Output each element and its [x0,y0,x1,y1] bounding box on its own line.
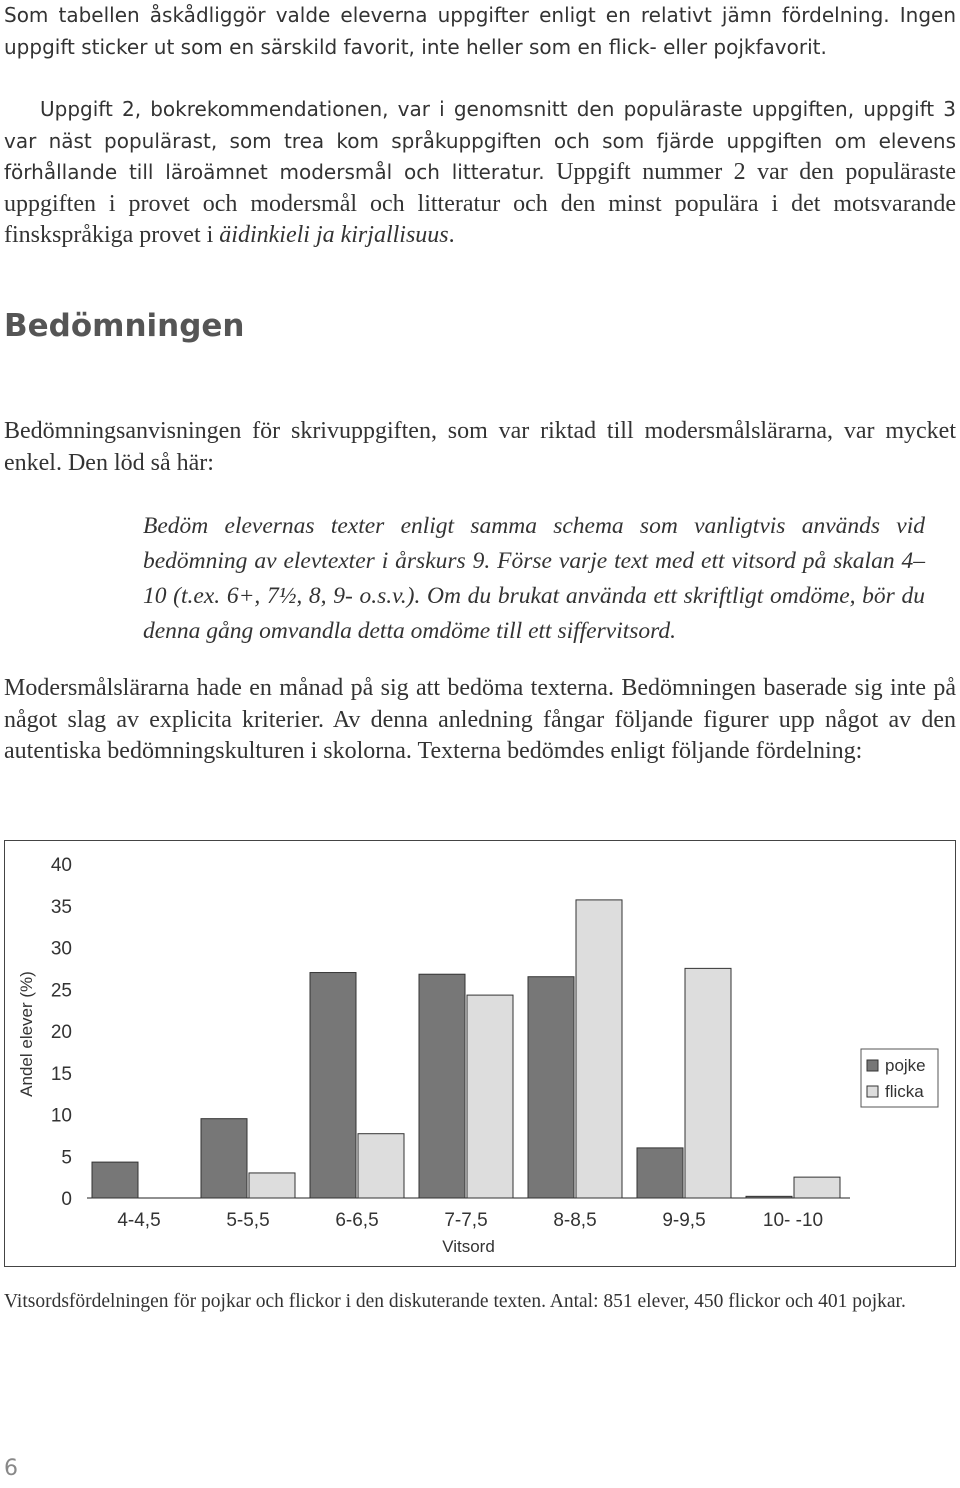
y-tick-label: 30 [50,938,72,960]
grade-distribution-chart [4,840,956,1267]
paragraph-intro [4,0,956,63]
bar-flicka [576,900,622,1198]
paragraph-intro-text: Som tabellen åskådliggör valde eleverna uppgifter enligt en relativt jämn fördelning. Ingen uppgift sticker ut som en särskild favorit, inte heller som en flick- eller pojkfavorit. [4,3,956,59]
bar-pojke [92,1162,138,1198]
bar-pojke [637,1148,683,1198]
legend-label-pojke: pojke [885,1056,926,1075]
bar-pojke [528,977,574,1198]
page-number: 6 [4,1456,18,1481]
bar-flicka [794,1177,840,1198]
y-tick-label: 35 [50,896,72,918]
bar-pojke [201,1119,247,1198]
bar-flicka [358,1134,404,1198]
legend-label-flicka: flicka [885,1082,924,1101]
y-tick-label: 40 [50,855,72,876]
chart-svg [5,841,955,1266]
bar-pojke [746,1196,792,1198]
x-tick-label: 7-7,5 [444,1210,488,1231]
x-tick-label: 10- -10 [762,1210,824,1231]
bar-pojke [419,974,465,1198]
y-tick-label: 20 [50,1022,72,1043]
bar-flicka [249,1173,295,1198]
block-quote-text: Bedöm elevernas texter enligt samma schema som vanligtvis används vid bedömning av elevtexter i årskurs 9. Förse varje text med ett vitsord på skalan 4–10 (t.ex. 6+, 7½, 8, 9- o.s.v.). Om du brukat använda ett skriftligt omdöme, bör du denna gång omvandla detta omdöme till ett siffervitsord. [143,513,925,644]
x-tick-label: 6-6,5 [335,1210,379,1231]
x-axis-label: Vitsord [442,1237,495,1256]
paragraph-assessment-instructions [4,416,956,479]
y-tick-label: 0 [61,1189,72,1210]
paragraph-assessment-instructions-text: Bedömningsanvisningen för skrivuppgiften, som var riktad till modersmålslärarna, var mycket enkel. Den löd så här: [4,418,956,476]
paragraph-assessment-culture-text: Modersmålslärarna hade en månad på sig att bedöma texterna. Bedömningen baserade sig inte på något slag av explicita kriterier. Av denna anledning fångar följande figurer upp något av den autentiska bedömningskulturen i skolorna. Texterna bedömdes enligt följande fördelning: [4,675,956,764]
figure-caption [4,1286,956,1318]
y-tick-label: 25 [50,980,72,1002]
paragraph-assessment-culture [4,673,956,768]
y-tick-label: 5 [61,1147,72,1169]
x-tick-label: 5-5,5 [226,1210,270,1231]
x-tick-label: 4-4,5 [117,1210,161,1231]
x-tick-label: 8-8,5 [553,1210,597,1231]
bar-flicka [685,968,731,1198]
block-quote [143,509,925,649]
legend-swatch-flicka [867,1086,878,1097]
x-tick-label: 9-9,5 [662,1210,706,1231]
y-axis-label: Andel elever (%) [17,971,36,1097]
y-tick-label: 10 [50,1105,72,1127]
paragraph-task-popularity-italic: äidinkieli ja kirjallisuus [219,222,449,248]
paragraph-task-popularity-text-b: Uppgift nummer 2 var den populäraste uppgiften i provet och modersmål och litteratur och den minst populära i det motsvarande finskspråkiga provet i [4,159,956,248]
bar-pojke [310,973,356,1198]
paragraph-task-popularity-text-a: Uppgift 2, bokrekommendationen, var i genomsnitt den populäraste uppgiften, uppgift 3 var näst populärast, som trea kom språkuppgiften och som fjärde uppgiften om elevens förhållande till läroämnet modersmål och litteratur. [4,97,956,184]
section-heading: Bedömningen [4,308,245,344]
paragraph-task-popularity [4,94,956,252]
bar-flicka [467,995,513,1198]
paragraph-task-popularity-end: . [448,222,455,248]
legend-swatch-pojke [867,1060,878,1071]
figure-caption-text: Vitsordsfördelningen för pojkar och flickor i den diskuterande texten. Antal: 851 elever, 450 flickor och 401 pojkar. [4,1291,906,1312]
y-tick-label: 15 [50,1063,72,1085]
